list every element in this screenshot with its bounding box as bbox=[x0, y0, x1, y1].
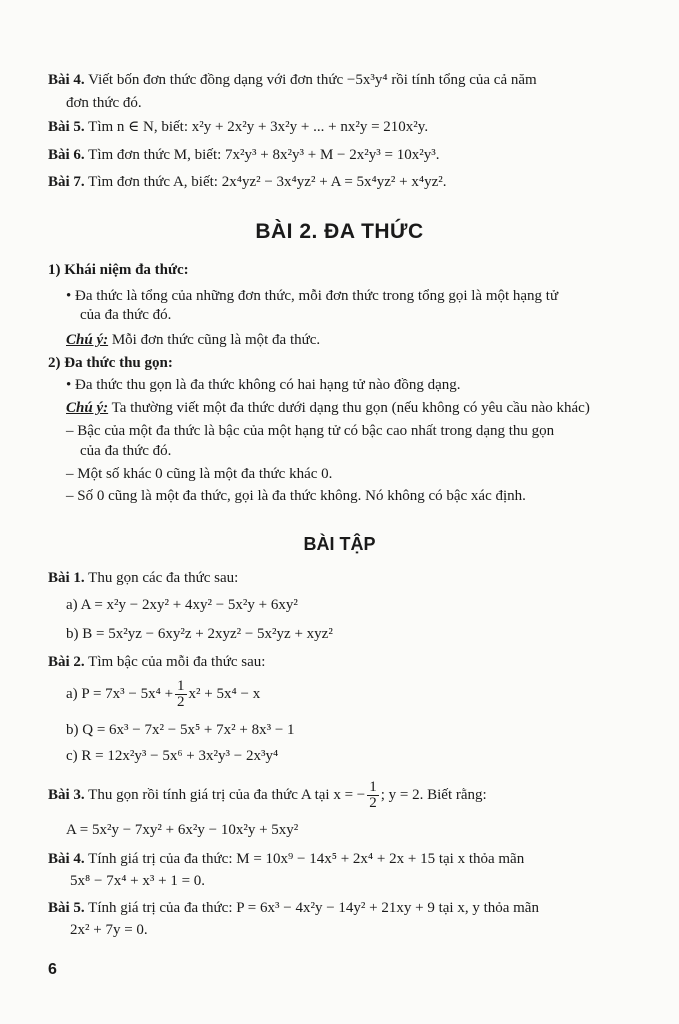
section-2-dash-1-line-1: – Bậc của một đa thức là bậc của một hạng tử có bậc cao nhất trong dạng thu gọn bbox=[66, 423, 555, 439]
exercise-5-label: Bài 5. bbox=[48, 119, 85, 135]
section-1-bullet-line-1: • Đa thức là tổng của những đơn thức, mỗi đơn thức trong tổng gọi là một hạng tử bbox=[66, 288, 559, 304]
exercise-4-text: Viết bốn đơn thức đồng dạng với đơn thức bbox=[84, 72, 347, 88]
lesson-title: BÀI 2. ĐA THỨC bbox=[255, 220, 424, 243]
section-2-dash-2: – Một số khác 0 cũng là một đa thức khác 0. bbox=[66, 466, 333, 482]
section-1-note bbox=[66, 330, 320, 350]
exercise-6-label: Bài 6. bbox=[48, 147, 85, 163]
note-label: Chú ý: bbox=[66, 332, 109, 348]
exercise-1 bbox=[48, 568, 238, 588]
exercise-5b-line-1 bbox=[48, 898, 539, 918]
exercise-4b-line-1 bbox=[48, 849, 524, 869]
exercise-4b-line-2: 5x⁸ − 7x⁴ + x³ + 1 = 0. bbox=[70, 873, 206, 889]
exercise-2-text: Tìm bậc của mỗi đa thức sau: bbox=[84, 654, 266, 670]
exercise-3-label: Bài 3. bbox=[48, 787, 85, 803]
exercise-1-label: Bài 1. bbox=[48, 570, 85, 586]
section-2-bullet: • Đa thức thu gọn là đa thức không có hai hạng tử nào đồng dạng. bbox=[66, 377, 461, 393]
exercise-2-part-a bbox=[66, 677, 260, 711]
section-1-heading: 1) Khái niệm đa thức: bbox=[48, 262, 189, 278]
exercise-4-label: Bài 4. bbox=[48, 72, 85, 88]
exercise-2-part-b: b) Q = 6x³ − 7x² − 5x⁵ + 7x² + 8x³ − 1 bbox=[66, 722, 295, 738]
exercise-2-label: Bài 2. bbox=[48, 654, 85, 670]
exercise-7 bbox=[48, 172, 447, 192]
note-text: Mỗi đơn thức cũng là một đa thức. bbox=[108, 332, 321, 348]
exercise-7-label: Bài 7. bbox=[48, 174, 85, 190]
exercise-5-text: Tìm n ∈ N, biết: x²y + 2x²y + 3x²y + ... + nx²y = 210x²y. bbox=[84, 119, 429, 135]
part-a-tail: x² + 5x⁴ − x bbox=[188, 686, 261, 702]
fraction-one-half bbox=[175, 679, 187, 710]
exercise-5 bbox=[48, 117, 428, 137]
exercise-1-part-b: b) B = 5x²yz − 6xy²z + 2xyz² − 5x²yz + xyz² bbox=[66, 626, 333, 642]
exercise-6-text: Tìm đơn thức M, biết: 7x²y³ + 8x²y³ + M − 2x²y³ = 10x²y³. bbox=[84, 147, 440, 163]
section-2-dash-1-line-2: của đa thức đó. bbox=[80, 443, 172, 459]
exercise-4-text-end: rồi tính tổng của cả năm bbox=[387, 72, 537, 88]
note-label: Chú ý: bbox=[66, 400, 109, 416]
exercise-6 bbox=[48, 145, 439, 165]
exercise-7-text: Tìm đơn thức A, biết: 2x⁴yz² − 3x⁴yz² + A = 5x⁴yz² + x⁴yz². bbox=[84, 174, 447, 190]
exercise-5b-line-2: 2x² + 7y = 0. bbox=[70, 922, 148, 938]
note-text: Ta thường viết một đa thức dưới dạng thu gọn (nếu không có yêu cầu nào khác) bbox=[108, 400, 590, 416]
exercise-1-part-a: a) A = x²y − 2xy² + 4xy² − 5x²y + 6xy² bbox=[66, 597, 298, 613]
exercise-3-text-end: ; y = 2. Biết rằng: bbox=[380, 787, 487, 803]
fraction-one-half bbox=[367, 780, 379, 811]
exercise-5b-text: Tính giá trị của đa thức: P = 6x³ − 4x²y − 14y² + 21xy + 9 tại x, y thỏa mãn bbox=[84, 900, 539, 916]
exercise-2 bbox=[48, 652, 265, 672]
fraction-numerator: 1 bbox=[369, 779, 377, 796]
section-2-note bbox=[66, 398, 590, 418]
fraction-denominator: 2 bbox=[369, 795, 377, 812]
exercise-3-formula: A = 5x²y − 7xy² + 6x²y − 10x²y + 5xy² bbox=[66, 822, 299, 838]
page-number: 6 bbox=[48, 961, 57, 978]
exercise-4-line-1 bbox=[48, 70, 537, 90]
exercise-4b-label: Bài 4. bbox=[48, 851, 85, 867]
exercise-2-part-c: c) R = 12x²y³ − 5x⁶ + 3x²y³ − 2x³y⁴ bbox=[66, 748, 279, 764]
fraction-denominator: 2 bbox=[177, 694, 185, 711]
exercise-5b-label: Bài 5. bbox=[48, 900, 85, 916]
exercise-4-monomial: −5x³y⁴ bbox=[346, 72, 388, 88]
exercise-4b-text: Tính giá trị của đa thức: M = 10x⁹ − 14x⁵ + 2x⁴ + 2x + 15 tại x thỏa mãn bbox=[84, 851, 525, 867]
fraction-numerator: 1 bbox=[177, 678, 185, 695]
section-1-bullet-line-2: của đa thức đó. bbox=[80, 307, 172, 323]
exercise-1-text: Thu gọn các đa thức sau: bbox=[84, 570, 239, 586]
section-2-heading: 2) Đa thức thu gọn: bbox=[48, 355, 173, 371]
exercise-3-text: Thu gọn rồi tính giá trị của đa thức A tại x = − bbox=[84, 787, 366, 803]
exercises-title: BÀI TẬP bbox=[303, 534, 376, 554]
exercise-3 bbox=[48, 778, 487, 812]
part-a-lead: a) P = 7x³ − 5x⁴ + bbox=[66, 686, 174, 702]
exercise-4-line-2: đơn thức đó. bbox=[66, 95, 142, 111]
section-2-dash-3: – Số 0 cũng là một đa thức, gọi là đa thức không. Nó không có bậc xác định. bbox=[66, 488, 526, 504]
